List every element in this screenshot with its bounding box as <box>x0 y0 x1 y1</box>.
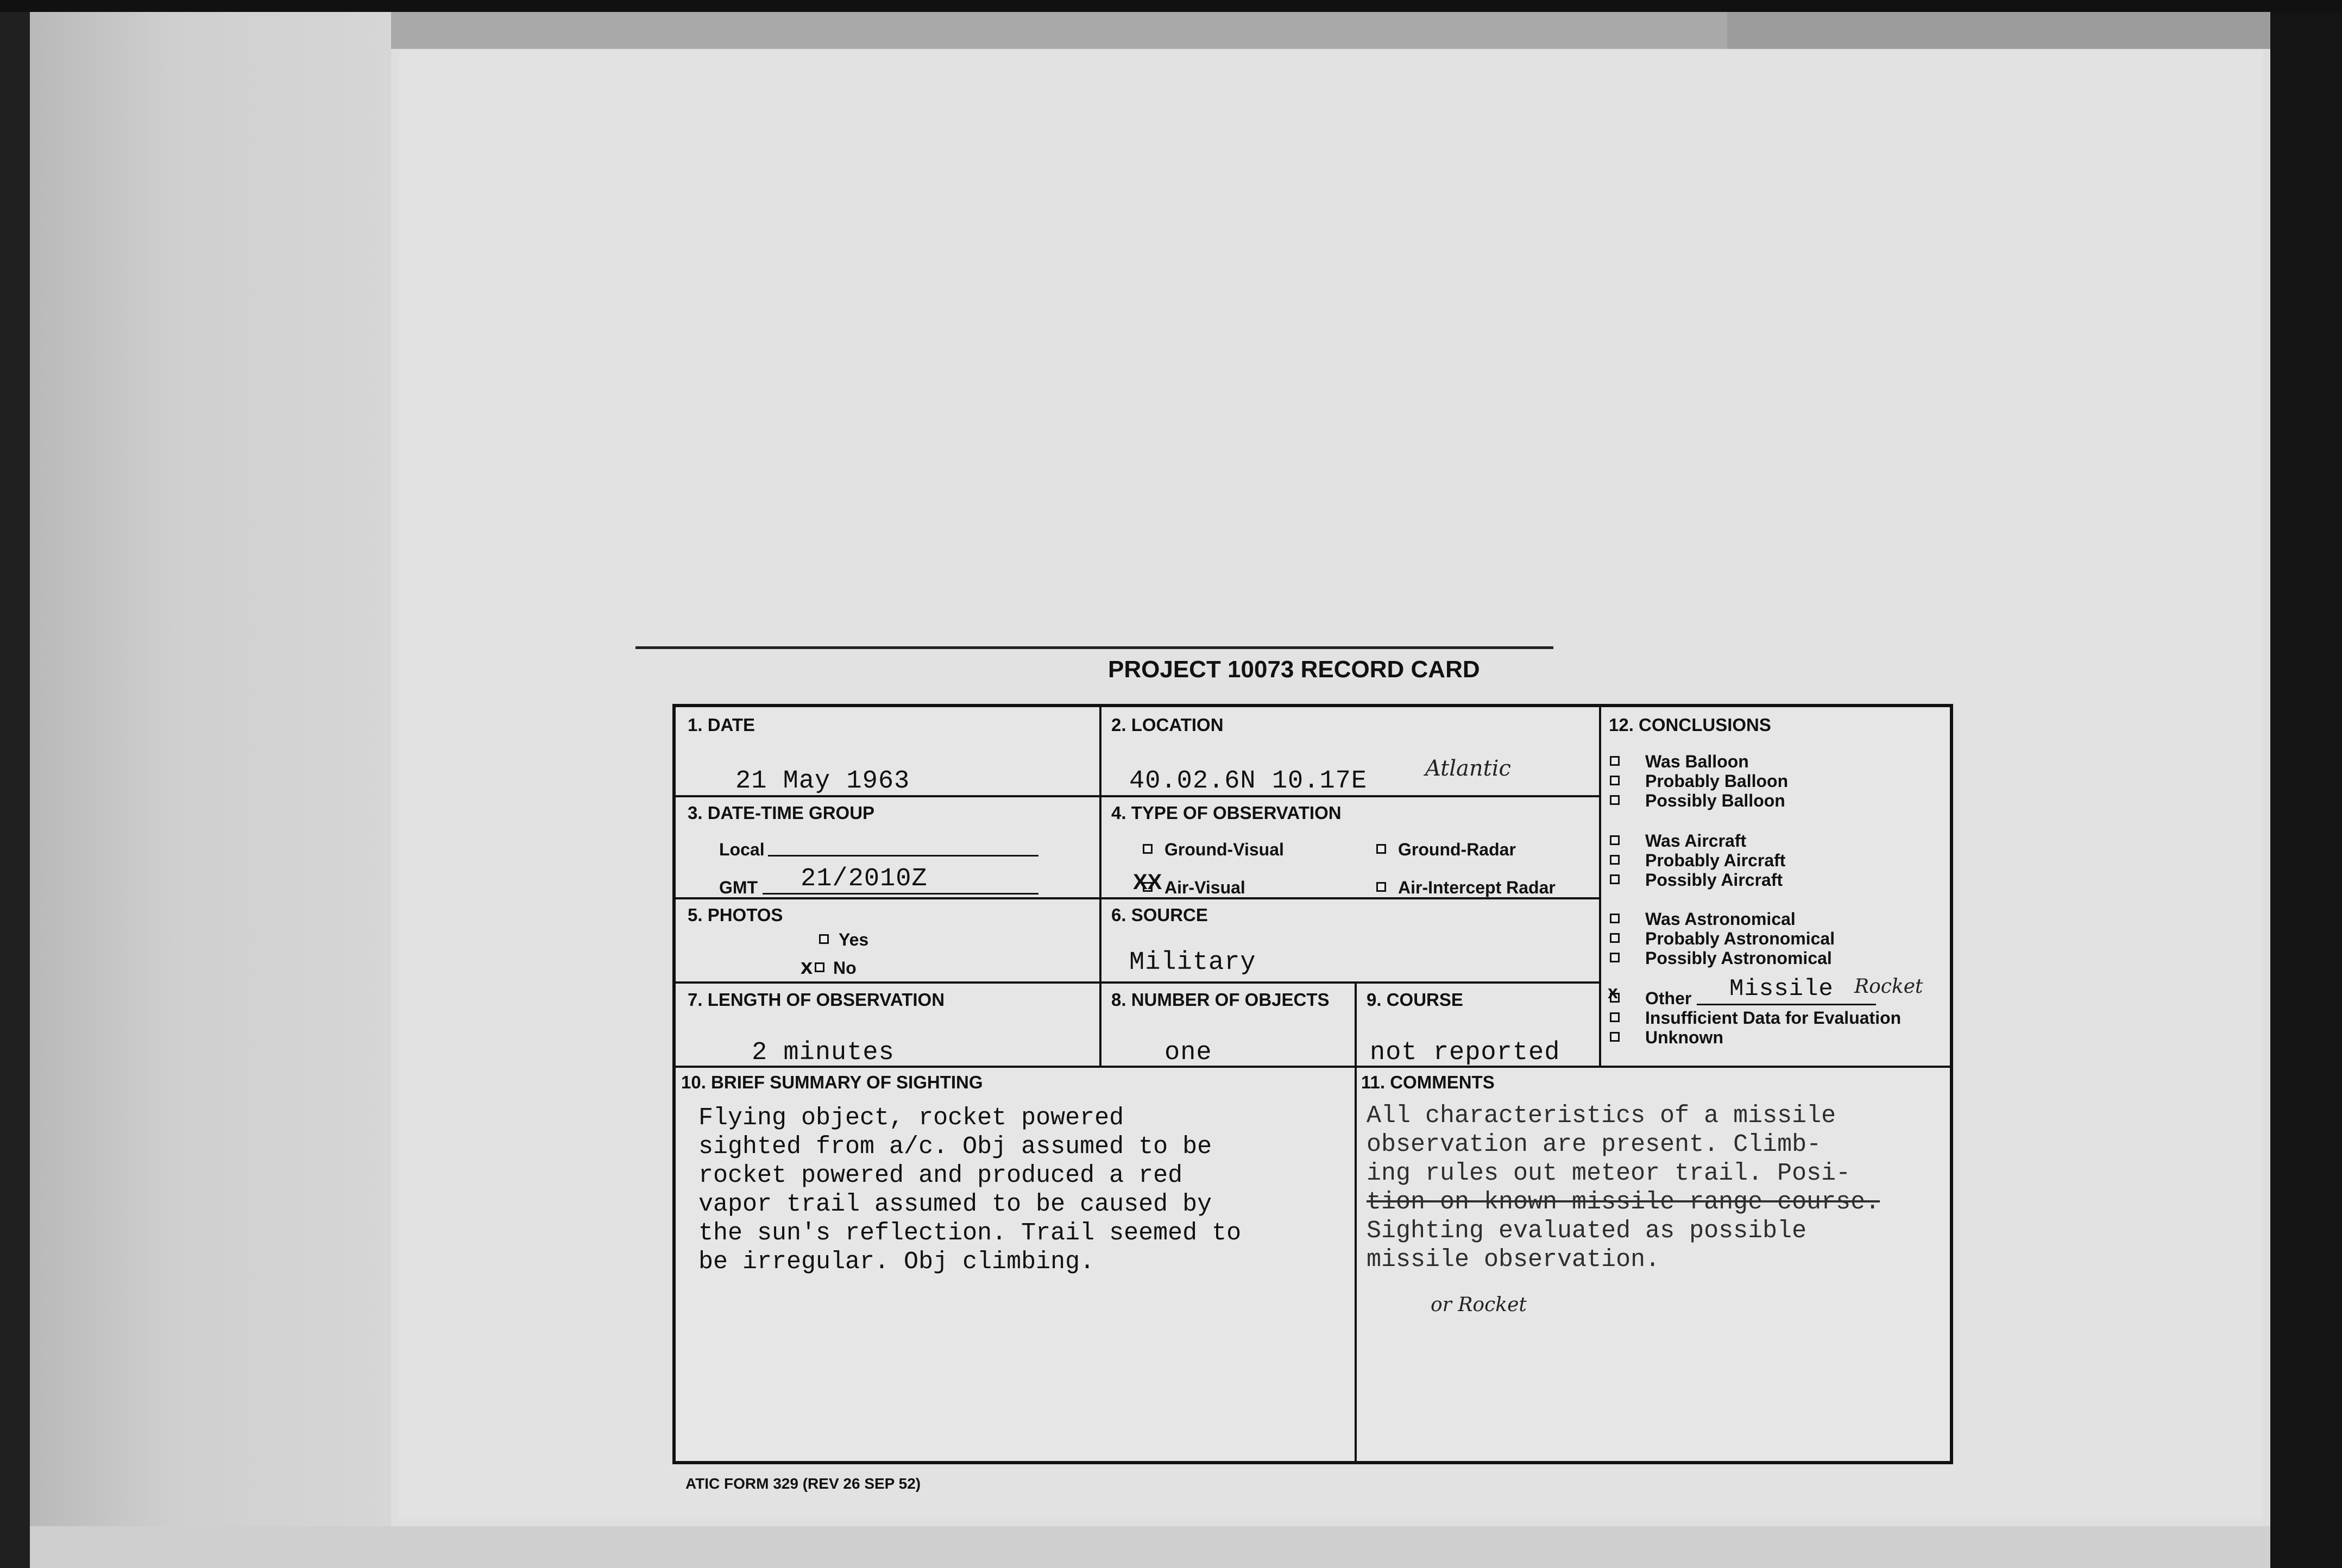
photos-no-label: No <box>833 958 857 978</box>
other-value: Missile <box>1729 975 1834 1003</box>
probably-aircraft-label: Probably Aircraft <box>1645 851 1786 870</box>
summary-line-5: the sun's reflection. Trail seemed to <box>698 1219 1242 1247</box>
possibly-aircraft-label: Possibly Aircraft <box>1645 870 1783 890</box>
photos-no-checkbox[interactable] <box>815 962 824 972</box>
divider-summary-comments <box>1355 1066 1357 1461</box>
dtg-local-line <box>768 855 1038 857</box>
was-balloon-label: Was Balloon <box>1645 752 1749 771</box>
other-check-mark: x <box>1608 982 1618 1003</box>
dtg-label: 3. DATE-TIME GROUP <box>688 803 875 823</box>
comments-line-4: tion on known missile range course. <box>1367 1188 1880 1216</box>
dtg-local-label: Local <box>719 840 765 859</box>
comments-line-2: observation are present. Climb- <box>1367 1131 1822 1158</box>
location-handwritten: Atlantic <box>1425 756 1511 781</box>
summary-label: 10. BRIEF SUMMARY OF SIGHTING <box>681 1072 983 1092</box>
photos-label: 5. PHOTOS <box>688 905 783 925</box>
air-visual-check-mark: XX <box>1133 870 1162 894</box>
insufficient-data-checkbox[interactable] <box>1610 1012 1620 1022</box>
comments-line-1: All characteristics of a missile <box>1367 1102 1836 1130</box>
source-value: Military <box>1129 948 1256 977</box>
record-card <box>672 704 1953 1464</box>
was-astronomical-checkbox[interactable] <box>1610 914 1620 923</box>
comments-line-6: missile observation. <box>1367 1246 1660 1274</box>
other-line <box>1697 1004 1876 1005</box>
divider-row3 <box>676 981 1599 984</box>
objects-value: one <box>1164 1038 1212 1067</box>
probably-astronomical-checkbox[interactable] <box>1610 933 1620 943</box>
summary-line-4: vapor trail assumed to be caused by <box>698 1191 1212 1218</box>
course-value: not reported <box>1370 1038 1560 1067</box>
film-margin-top-right <box>1727 12 2270 50</box>
air-intercept-radar-checkbox[interactable] <box>1376 882 1386 892</box>
other-handwritten: Rocket <box>1854 975 1923 998</box>
location-label: 2. LOCATION <box>1111 715 1224 735</box>
dtg-gmt-label: GMT <box>719 878 758 897</box>
comments-line-3: ing rules out meteor trail. Posi- <box>1367 1160 1851 1187</box>
possibly-balloon-label: Possibly Balloon <box>1645 791 1785 810</box>
film-frame-top <box>0 0 2342 12</box>
possibly-aircraft-checkbox[interactable] <box>1610 874 1620 884</box>
air-intercept-radar-label: Air-Intercept Radar <box>1398 878 1556 897</box>
date-value: 21 May 1963 <box>735 767 910 796</box>
film-margin-left <box>30 12 391 1568</box>
dtg-gmt-value: 21/2010Z <box>801 865 928 893</box>
divider-course <box>1355 981 1357 1066</box>
probably-balloon-checkbox[interactable] <box>1610 776 1620 785</box>
photos-yes-label: Yes <box>839 930 869 949</box>
unknown-label: Unknown <box>1645 1028 1723 1047</box>
film-margin-top <box>391 12 1727 50</box>
film-frame-left <box>0 12 30 1568</box>
ground-visual-label: Ground-Visual <box>1164 840 1284 859</box>
ground-radar-checkbox[interactable] <box>1376 844 1386 854</box>
location-value: 40.02.6N 10.17E <box>1129 767 1368 796</box>
other-label: Other <box>1645 988 1692 1008</box>
card-top-rule <box>635 646 1553 649</box>
probably-balloon-label: Probably Balloon <box>1645 771 1789 791</box>
air-visual-label: Air-Visual <box>1164 878 1245 897</box>
possibly-astronomical-checkbox[interactable] <box>1610 953 1620 962</box>
divider-col2 <box>1599 707 1601 1066</box>
was-astronomical-label: Was Astronomical <box>1645 909 1796 929</box>
ground-visual-checkbox[interactable] <box>1143 844 1153 854</box>
was-balloon-checkbox[interactable] <box>1610 756 1620 766</box>
objects-label: 8. NUMBER OF OBJECTS <box>1111 990 1330 1010</box>
film-frame-right <box>2270 12 2342 1568</box>
comments-line-5: Sighting evaluated as possible <box>1367 1217 1807 1245</box>
source-label: 6. SOURCE <box>1111 905 1208 925</box>
course-label: 9. COURSE <box>1367 990 1463 1010</box>
summary-line-2: sighted from a/c. Obj assumed to be <box>698 1133 1212 1161</box>
summary-line-1: Flying object, rocket powered <box>698 1104 1124 1132</box>
film-margin-bottom <box>30 1526 2270 1568</box>
ground-radar-label: Ground-Radar <box>1398 840 1516 859</box>
comments-label: 11. COMMENTS <box>1361 1072 1495 1092</box>
summary-line-3: rocket powered and produced a red <box>698 1162 1183 1189</box>
card-title: PROJECT 10073 RECORD CARD <box>1108 656 1480 683</box>
observation-type-label: 4. TYPE OF OBSERVATION <box>1111 803 1342 823</box>
possibly-astronomical-label: Possibly Astronomical <box>1645 948 1832 968</box>
insufficient-data-label: Insufficient Data for Evaluation <box>1645 1008 1902 1028</box>
summary-line-6: be irregular. Obj climbing. <box>698 1248 1095 1276</box>
comments-handwritten-note: or Rocket <box>1431 1294 1527 1316</box>
photos-yes-checkbox[interactable] <box>819 934 829 944</box>
photos-no-mark: x <box>801 955 813 979</box>
was-aircraft-label: Was Aircraft <box>1645 831 1747 851</box>
probably-astronomical-label: Probably Astronomical <box>1645 929 1835 948</box>
possibly-balloon-checkbox[interactable] <box>1610 795 1620 805</box>
unknown-checkbox[interactable] <box>1610 1032 1620 1042</box>
was-aircraft-checkbox[interactable] <box>1610 835 1620 845</box>
date-label: 1. DATE <box>688 715 756 735</box>
form-number: ATIC FORM 329 (REV 26 SEP 52) <box>685 1475 921 1492</box>
probably-aircraft-checkbox[interactable] <box>1610 855 1620 865</box>
length-value: 2 minutes <box>752 1038 895 1067</box>
conclusions-label: 12. CONCLUSIONS <box>1609 715 1771 735</box>
length-label: 7. LENGTH OF OBSERVATION <box>688 990 945 1010</box>
divider-col1 <box>1099 707 1101 1066</box>
